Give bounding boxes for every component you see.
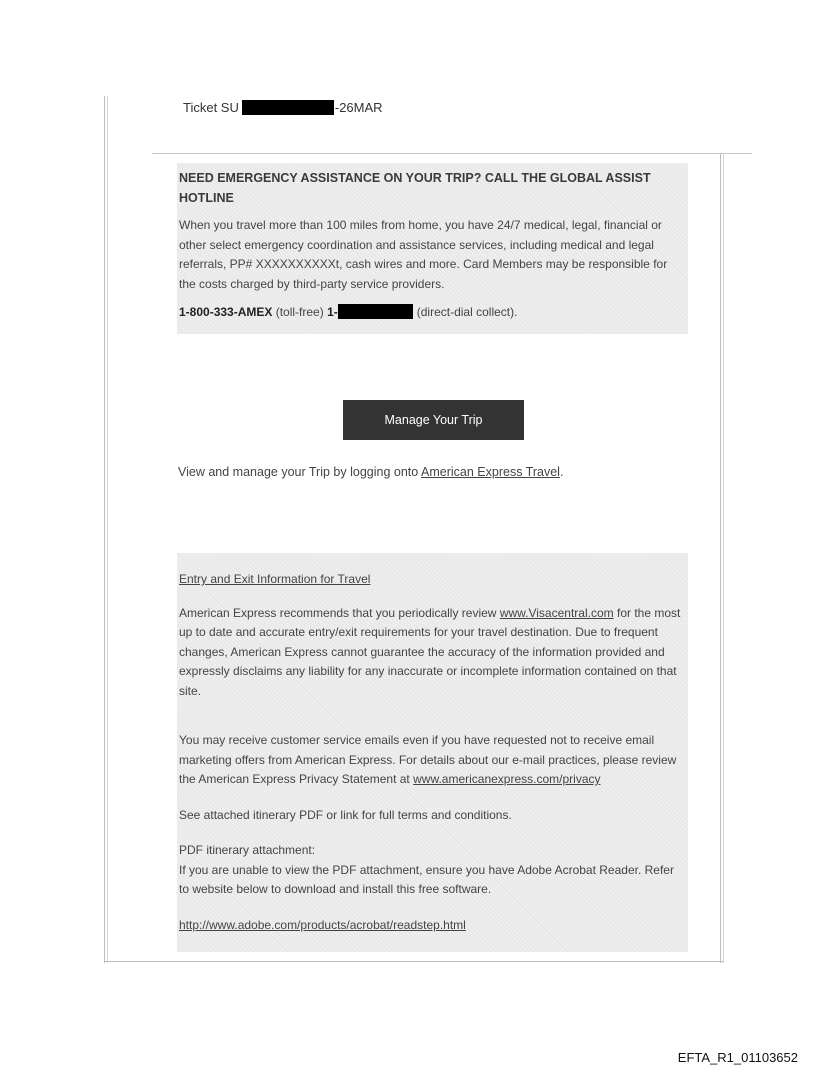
ticket-number	[183, 100, 383, 115]
emergency-assistance-panel	[177, 163, 688, 334]
ticket-suffix: -26MAR	[334, 100, 383, 115]
visacentral-paragraph	[179, 604, 686, 702]
frame-right-border-inner	[723, 154, 724, 963]
emergency-body: When you travel more than 100 miles from home, you have 24/7 medical, legal, financial or other select emergency coordination and assistance services, including medical and legal referrals, PP# XXXXXXXXXXt, cash wires and more. Card Members may be responsible for the costs charged by third-party service providers.	[179, 218, 668, 291]
manage-text-suffix: .	[559, 465, 564, 479]
american-express-travel-link[interactable]: American Express Travel	[421, 465, 560, 479]
entry-exit-title[interactable]: Entry and Exit Information for Travel	[179, 572, 371, 586]
privacy-text: You may receive customer service emails even if you have requested not to receive email marketing offers from American Express. For details about our e-mail practices, please review the American Express Privacy Statement at	[179, 733, 677, 786]
manage-text-prefix: View and manage your Trip by logging onto	[178, 465, 419, 479]
redaction-bar	[242, 100, 334, 115]
adobe-reader-link[interactable]: http://www.adobe.com/products/acrobat/readstep.html	[179, 917, 466, 932]
frame-left-border	[104, 96, 105, 963]
ticket-prefix: Ticket SU	[183, 100, 239, 115]
collect-prefix: 1-	[327, 305, 338, 319]
privacy-paragraph	[179, 731, 686, 790]
manage-trip-text	[178, 465, 563, 479]
redaction-bar	[338, 304, 413, 319]
frame-bottom-border	[104, 961, 724, 962]
visacentral-text-suffix: for the most up to date and accurate entry/exit requirements for your travel destination. Due to frequent changes, American Express cannot guarantee the accuracy of the information provided and expressly disclaims any liability for any inaccurate or incomplete information contained on that site.	[179, 605, 681, 698]
terms-text: See attached itinerary PDF or link for full terms and conditions.	[179, 807, 512, 822]
section-divider	[152, 153, 752, 154]
emergency-phone-line	[179, 303, 686, 323]
manage-your-trip-button[interactable]: Manage Your Trip	[343, 400, 524, 440]
privacy-link[interactable]: www.americanexpress.com/privacy	[413, 772, 601, 786]
phone-number: 1-800-333-AMEX	[179, 305, 273, 319]
frame-left-border-inner	[107, 96, 108, 963]
visacentral-text-prefix: American Express recommends that you periodically review	[179, 605, 497, 620]
frame-right-border	[720, 154, 721, 963]
emergency-heading: NEED EMERGENCY ASSISTANCE ON YOUR TRIP? CALL THE GLOBAL ASSIST HOTLINE	[179, 171, 651, 205]
pdf-attachment-title: PDF itinerary attachment:	[179, 843, 316, 857]
pdf-attachment-body: If you are unable to view the PDF attachment, ensure you have Adobe Acrobat Reader. Refer to website below to download and install this free software.	[179, 862, 674, 896]
entry-exit-info-panel	[177, 553, 688, 952]
toll-free-label: (toll-free)	[275, 305, 324, 319]
document-id: EFTA_R1_01103652	[677, 1050, 798, 1065]
visacentral-link[interactable]: www.Visacentral.com	[499, 605, 614, 620]
collect-label: (direct-dial collect).	[416, 305, 518, 319]
